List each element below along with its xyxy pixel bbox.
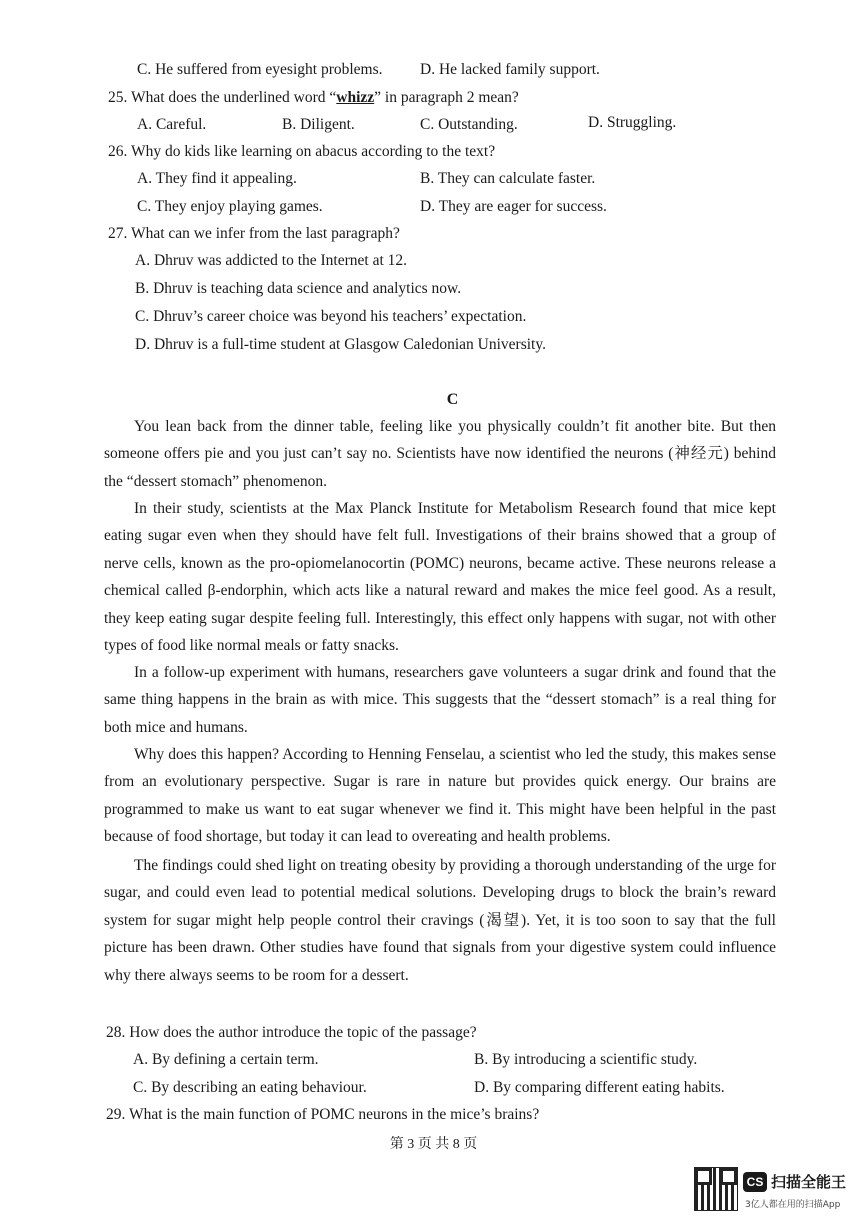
- q25-option-d: D. Struggling.: [588, 114, 677, 131]
- q25-stem: 25. What does the underlined word “whizz” in paragraph 2 mean?: [108, 89, 519, 106]
- q28-option-b: B. By introducing a scientific study.: [474, 1051, 698, 1068]
- underlined-word: whizz: [336, 89, 375, 106]
- q24-option-c: C. He suffered from eyesight problems.: [137, 61, 383, 78]
- q27-option-b: B. Dhruv is teaching data science and analytics now.: [135, 280, 462, 297]
- q27-option-a: A. Dhruv was addicted to the Internet at 12.: [135, 252, 408, 269]
- q25-option-b: B. Diligent.: [282, 116, 355, 133]
- q25-option-a: A. Careful.: [137, 116, 207, 133]
- q25-option-c: C. Outstanding.: [420, 116, 518, 133]
- q28-stem: 28. How does the author introduce the topic of the passage?: [106, 1024, 477, 1041]
- q27-option-c: C. Dhruv’s career choice was beyond his teachers’ expectation.: [135, 308, 527, 325]
- q27-option-d: D. Dhruv is a full-time student at Glasgow Caledonian University.: [135, 336, 546, 353]
- passage-paragraph-3: In a follow-up experiment with humans, researchers gave volunteers a sugar drink and found that the same thing happens in the brain as with mice. This suggests that the “dessert stomach” is a real thing for both mice and humans.: [104, 664, 776, 736]
- watermark-tagline: 3亿人都在用的扫描App: [745, 1200, 841, 1210]
- q26-option-d: D. They are eager for success.: [420, 198, 607, 215]
- q29-stem: 29. What is the main function of POMC neurons in the mice’s brains?: [106, 1106, 540, 1123]
- q28-option-d: D. By comparing different eating habits.: [474, 1079, 725, 1096]
- q26-option-c: C. They enjoy playing games.: [137, 198, 323, 215]
- q26-stem: 26. Why do kids like learning on abacus according to the text?: [108, 143, 496, 160]
- q28-option-c: C. By describing an eating behaviour.: [133, 1079, 367, 1096]
- q26-option-a: A. They find it appealing.: [137, 170, 297, 187]
- camscanner-logo-icon: CS: [743, 1172, 767, 1192]
- qr-code-icon: [695, 1168, 737, 1210]
- q24-option-d: D. He lacked family support.: [420, 61, 600, 78]
- passage-paragraph-2: In their study, scientists at the Max Planck Institute for Metabolism Research found that mice kept eating sugar even when they should have felt full. Investigations of their brains showed that a group of nerve cells, known as the pro-opiomelanocortin (POMC) neurons, became active. These neurons release a chemical called β-endorphin, which acts like a natural reward and makes the mice feel good. As a result, they keep eating sugar despite feeling full. Interestingly, this effect only happens with sugar, not with other types of food like normal meals or fatty snacks.: [104, 500, 776, 655]
- section-heading: C: [446, 391, 459, 408]
- passage-paragraph-1: You lean back from the dinner table, feeling like you physically couldn’t fit another bite. But then someone offers pie and you just can’t say no. Scientists have now identified the neurons (神经元) behind the “dessert stomach” phenomenon.: [104, 418, 776, 490]
- q27-stem: 27. What can we infer from the last paragraph?: [108, 225, 400, 242]
- page-number: 第 3 页 共 8 页: [389, 1137, 478, 1152]
- passage-paragraph-4: Why does this happen? According to Henning Fenselau, a scientist who led the study, this makes sense from an evolutionary perspective. Sugar is rare in nature but provides quick energy. Our brains are programmed to make us want to eat sugar whenever we find it. This might have been helpful in the past because of food shortage, but today it can lead to overeating and health problems.: [104, 746, 776, 846]
- q28-option-a: A. By defining a certain term.: [133, 1051, 319, 1068]
- passage-paragraph-5: The findings could shed light on treating obesity by providing a thorough understanding of the urge for sugar, and could even lead to potential medical solutions. Developing drugs to block the brain’s reward system for sugar might help people control their cravings (渴望). Yet, it is too soon to say that the full picture has been drawn. Other studies have found that signals from your digestive system could influence why there always seems to be room for a dessert.: [104, 857, 776, 984]
- q26-option-b: B. They can calculate faster.: [420, 170, 596, 187]
- watermark-brand: 扫描全能王: [771, 1173, 847, 1191]
